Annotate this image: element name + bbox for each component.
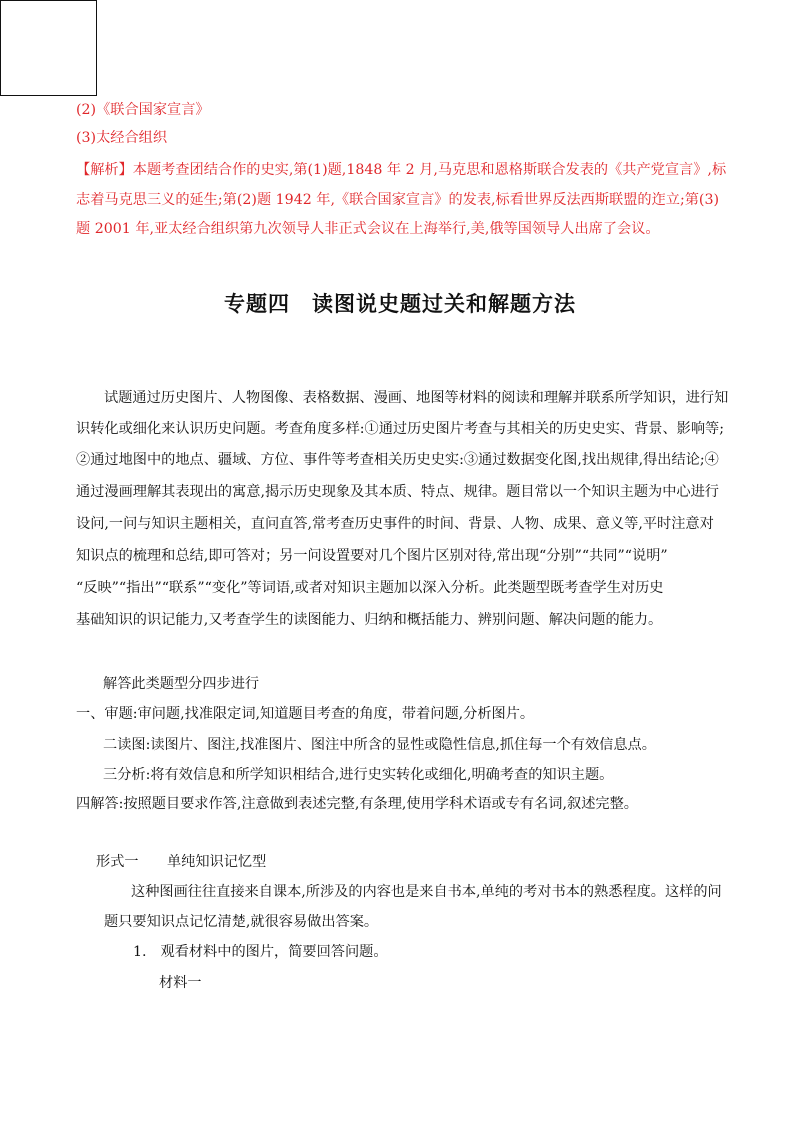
intro-line-4: 通过漫画理解其表现出的寓意,揭示历史现象及其本质、特点、规律。题目常以一个知识主题为中心进行 [76,484,719,500]
steps-heading: 解答此类题型分四步进行 [103,676,260,692]
step-1: 一、审题:审问题,找准限定词,知道题目考查的角度，带着问题,分析图片。 [76,706,535,722]
intro-line-7: “反映”“指出”“联系”“变化”等词语,或者对知识主题加以深入分析。此类题型既考查学生对历史 [76,580,664,596]
intro-line-3: ②通过地图中的地点、疆域、方位、事件等考查相关历史史实:③通过数据变化图,找出规律,得出结论;④ [76,452,719,468]
analysis-line-3: 题 2001 年,亚太经合组织第九次领导人非正式会议在上海举行,美,俄等国领导人出席了会议。 [76,221,660,237]
analysis-text-1: 本题考查团结合作的史实,第(1)题,1848 年 2 月,马克思和恩格斯联合发表的《共产党宣言》,标 [132,162,727,178]
intro-line-5: 设问,一问与知识主题相关，直问直答,常考查历史事件的时间、背景、人物、成果、意义等,平时注意对 [76,516,714,532]
form1-heading: 形式一 单纯知识记忆型 [96,854,267,870]
material-label: 材料一 [159,975,202,991]
intro-line-6: 知识点的梳理和总结,即可答对；另一问设置要对几个图片区别对待,常出现“分别”“共同”“说明” [76,548,668,564]
step-2: 二读图:读图片、图注,找准图片、图注中所含的显性或隐性信息,抓住每一个有效信息点。 [103,737,656,753]
section-title: 专题四 读图说史题过关和解题方法 [224,291,576,316]
answer-2: (2)《联合国家宣言》 [76,102,210,118]
step-3: 三分析:将有效信息和所学知识相结合,进行史实转化或细化,明确考查的知识主题。 [103,767,614,783]
question-1 [133,942,388,962]
answer-3: (3)太经合组织 [76,130,168,146]
image-placeholder-box [0,0,97,96]
form1-desc-2: 题只要知识点记忆清楚,就很容易做出答案。 [104,914,379,930]
step-4: 四解答:按照题目要求作答,注意做到表述完整,有条理,使用学科术语或专有名词,叙述完整。 [76,796,638,812]
intro-line-8: 基础知识的识记能力,又考查学生的读图能力、归纳和概括能力、辨别问题、解决问题的能力。 [76,612,663,628]
analysis-tag: 【解析】 [76,162,133,178]
intro-line-1: 试题通过历史图片、人物图像、表格数据、漫画、地图等材料的阅读和理解并联系所学知识，进行知 [104,390,729,406]
intro-line-2: 识转化或细化来认识历史问题。考查角度多样:①通过历史图片考查与其相关的历史史实、背景、影响等; [76,421,725,437]
analysis-line-1 [76,160,726,180]
question-1-number: 1. [133,944,147,960]
form1-desc-1: 这种图画往往直接来自课本,所涉及的内容也是来自书本,单纯的考对书本的熟悉程度。这样的问 [131,884,722,900]
analysis-line-2: 志着马克思三义的延生;第(2)题 1942 年,《联合国家宣言》的发表,标看世界反法西斯联盟的迮立;第(3) [76,192,720,208]
question-1-text: 观看材料中的图片，简要回答问题。 [160,944,388,960]
